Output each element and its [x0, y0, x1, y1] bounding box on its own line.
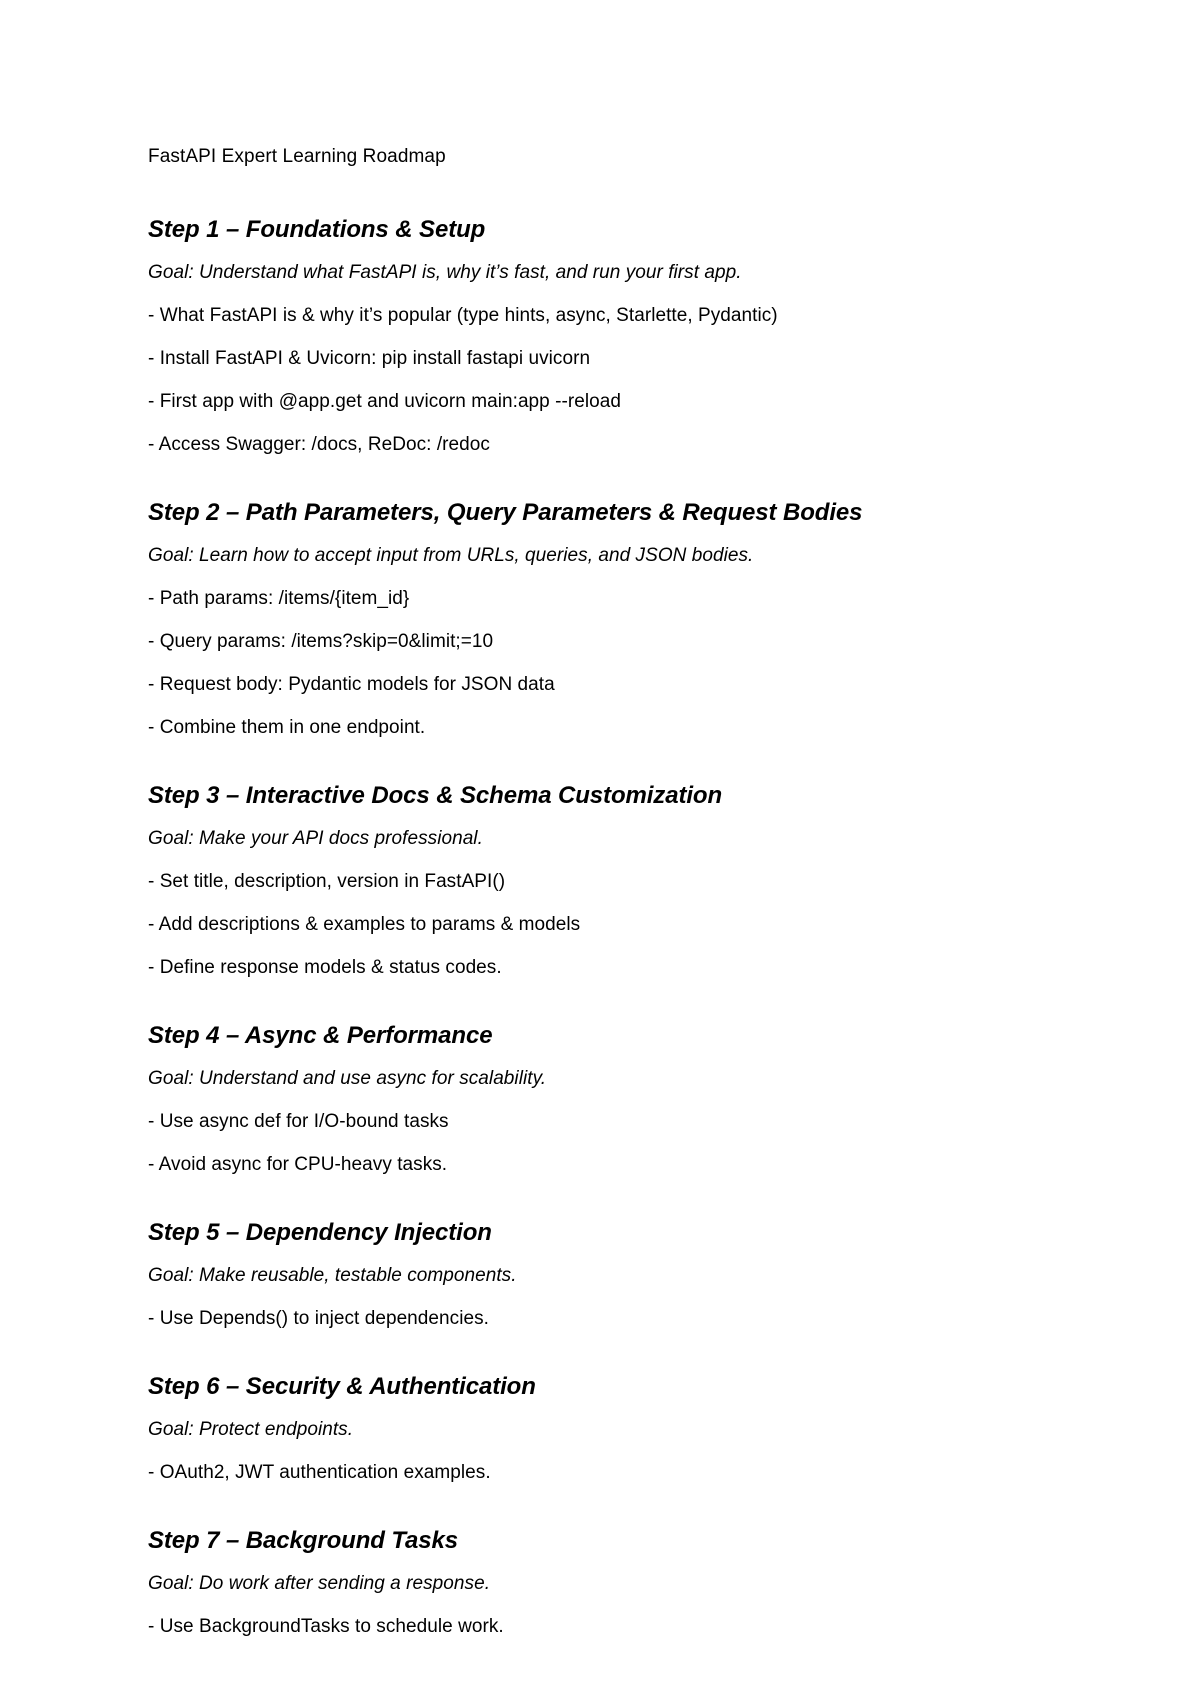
list-item: - Request body: Pydantic models for JSON data — [148, 674, 555, 695]
section-heading: Step 3 – Interactive Docs & Schema Customization — [148, 782, 723, 809]
list-item: - OAuth2, JWT authentication examples. — [148, 1462, 491, 1483]
section-goal: Goal: Learn how to accept input from URLs, queries, and JSON bodies. — [148, 545, 754, 566]
section-step-4 — [148, 1021, 1050, 1177]
list-item: - Combine them in one endpoint. — [148, 717, 426, 738]
list-item: - Set title, description, version in FastAPI() — [148, 871, 506, 892]
section-step-5 — [148, 1218, 1050, 1331]
section-step-1 — [148, 215, 1050, 457]
list-item: - Use BackgroundTasks to schedule work. — [148, 1616, 504, 1637]
bullet-list — [148, 1307, 1050, 1331]
section-heading: Step 2 – Path Parameters, Query Parameters & Request Bodies — [148, 499, 863, 526]
section-heading: Step 7 – Background Tasks — [148, 1527, 459, 1554]
section-step-7 — [148, 1526, 1050, 1639]
list-item: - Add descriptions & examples to params & models — [148, 914, 581, 935]
section-step-3 — [148, 781, 1050, 980]
list-item: - Install FastAPI & Uvicorn: pip install fastapi uvicorn — [148, 348, 591, 369]
bullet-list — [148, 870, 1050, 980]
list-item: - Access Swagger: /docs, ReDoc: /redoc — [148, 434, 490, 455]
bullet-list — [148, 304, 1050, 457]
section-heading: Step 5 – Dependency Injection — [148, 1219, 492, 1246]
bullet-list — [148, 1615, 1050, 1639]
section-goal: Goal: Make reusable, testable components. — [148, 1265, 517, 1286]
bullet-list — [148, 1110, 1050, 1177]
list-item: - Avoid async for CPU-heavy tasks. — [148, 1154, 448, 1175]
section-goal: Goal: Understand what FastAPI is, why it’s fast, and run your first app. — [148, 262, 742, 283]
list-item: - First app with @app.get and uvicorn main:app --reload — [148, 391, 621, 412]
section-step-6 — [148, 1372, 1050, 1485]
section-heading: Step 1 – Foundations & Setup — [148, 216, 486, 243]
section-heading: Step 4 – Async & Performance — [148, 1022, 493, 1049]
section-step-2 — [148, 498, 1050, 740]
list-item: - Define response models & status codes. — [148, 957, 502, 978]
list-item: - Path params: /items/{item_id} — [148, 588, 410, 609]
section-goal: Goal: Make your API docs professional. — [148, 828, 483, 849]
section-goal: Goal: Do work after sending a response. — [148, 1573, 491, 1594]
section-heading: Step 6 – Security & Authentication — [148, 1373, 536, 1400]
page-title: FastAPI Expert Learning Roadmap — [148, 146, 446, 167]
section-goal: Goal: Understand and use async for scalability. — [148, 1068, 547, 1089]
section-goal: Goal: Protect endpoints. — [148, 1419, 354, 1440]
bullet-list — [148, 587, 1050, 740]
list-item: - Query params: /items?skip=0&limit;=10 — [148, 631, 494, 652]
list-item: - What FastAPI is & why it’s popular (type hints, async, Starlette, Pydantic) — [148, 305, 778, 326]
list-item: - Use Depends() to inject dependencies. — [148, 1308, 489, 1329]
list-item: - Use async def for I/O-bound tasks — [148, 1111, 449, 1132]
bullet-list — [148, 1461, 1050, 1485]
